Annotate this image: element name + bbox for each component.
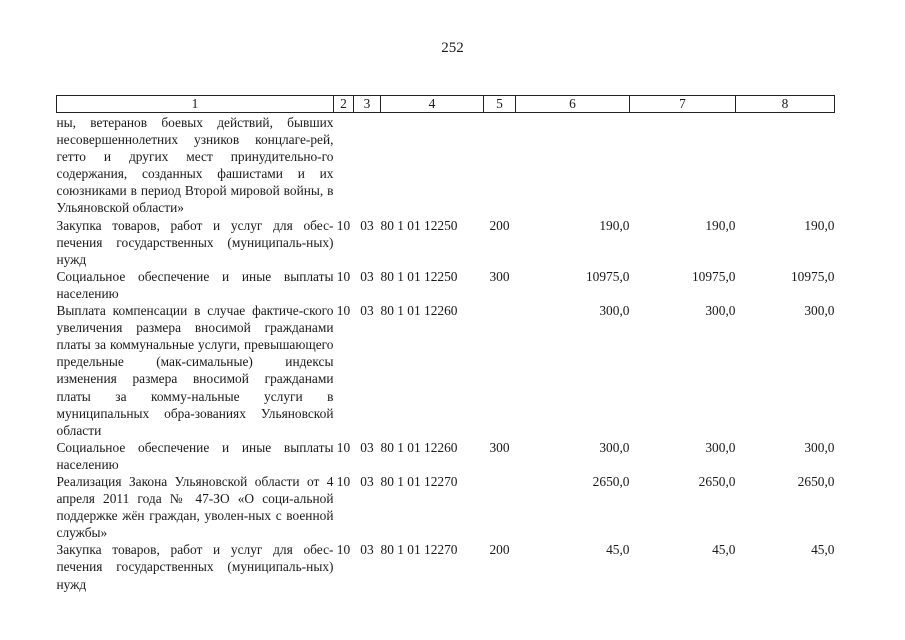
subsection-code: 03 (360, 542, 374, 558)
amount-year-1 (516, 113, 630, 217)
expense-type-code: 300 (489, 268, 510, 284)
amount-year-1: 190,0 (599, 217, 630, 233)
section-code: 10 (336, 268, 351, 284)
page-number: 252 (441, 40, 464, 56)
amount-year-3: 190,0 (804, 217, 835, 233)
expense-type-code (484, 302, 516, 439)
target-article-code (381, 113, 484, 217)
amount-year-2: 300,0 (705, 303, 736, 319)
item-name: Закупка товаров, работ и услуг для обес-печения государственных (муниципаль-ных) нужд (56, 217, 334, 267)
subsection-code: 03 (360, 439, 374, 455)
target-article-code: 80 1 01 12260 (380, 439, 458, 455)
table-row (57, 113, 835, 217)
column-header-3: 3 (354, 96, 381, 113)
amount-year-2: 45,0 (712, 542, 736, 558)
amount-year-2: 2650,0 (698, 473, 736, 489)
amount-year-3: 45,0 (811, 542, 835, 558)
expense-type-code (484, 473, 516, 541)
amount-year-2: 300,0 (705, 439, 736, 455)
target-article-code: 80 1 01 12270 (380, 542, 458, 558)
section-code: 10 (336, 439, 351, 455)
amount-year-3: 300,0 (804, 439, 835, 455)
table-row (57, 473, 835, 541)
table-row (57, 541, 835, 592)
column-header-2: 2 (334, 96, 354, 113)
amount-year-3: 300,0 (804, 303, 835, 319)
target-article-code: 80 1 01 12270 (380, 473, 458, 489)
column-header-6: 6 (516, 96, 630, 113)
amount-year-1: 2650,0 (592, 473, 630, 489)
subsection-code: 03 (360, 303, 374, 319)
expense-type-code: 200 (489, 217, 510, 233)
expense-type-code: 300 (489, 439, 510, 455)
column-header-5: 5 (484, 96, 516, 113)
amount-year-3: 10975,0 (790, 268, 835, 284)
item-name: Социальное обеспечение и иные выплаты населению (56, 268, 334, 301)
section-code: 10 (336, 473, 351, 489)
amount-year-2: 190,0 (705, 217, 736, 233)
subsection-code: 03 (360, 217, 374, 233)
budget-table (56, 95, 835, 593)
amount-year-3 (736, 113, 835, 217)
column-header-1: 1 (57, 96, 334, 113)
table-row (57, 268, 835, 302)
subsection-code: 03 (360, 268, 374, 284)
item-name: ны, ветеранов боевых действий, бывших несовершеннолетних узников концлаге-рей, гетто и других мест принудительно-го содержания, созданных фашистами и их союзниками в период Второй мировой войны, в Ульяновской области» (56, 115, 334, 216)
amount-year-3: 2650,0 (797, 473, 835, 489)
expense-type-code (484, 113, 516, 217)
column-number-row (57, 96, 835, 113)
amount-year-2 (630, 113, 736, 217)
section-code (334, 113, 354, 217)
section-code: 10 (336, 303, 351, 319)
subsection-code (354, 113, 381, 217)
target-article-code: 80 1 01 12260 (380, 303, 458, 319)
column-header-8: 8 (736, 96, 835, 113)
column-header-7: 7 (630, 96, 736, 113)
item-name: Закупка товаров, работ и услуг для обес-печения государственных (муниципаль-ных) нужд (56, 542, 334, 592)
amount-year-1: 300,0 (599, 303, 630, 319)
table-row (57, 217, 835, 268)
amount-year-1: 45,0 (606, 542, 630, 558)
expense-type-code: 200 (489, 542, 510, 558)
amount-year-2: 10975,0 (691, 268, 736, 284)
table-row (57, 439, 835, 473)
section-code: 10 (336, 542, 351, 558)
item-name: Выплата компенсации в случае фактиче-ского увеличения размера вносимой гражданами платы за коммунальные услуги, превышающего предельные (мак-симальные) индексы изменения размера вносимой гражданами платы за комму-нальные услуги в муниципальных обра-зованиях Ульяновской области (56, 303, 334, 438)
section-code: 10 (336, 217, 351, 233)
item-name: Реализация Закона Ульяновской области от 4 апреля 2011 года № 47-ЗО «О соци-альной поддержке жён граждан, уволен-ных с военной службы» (56, 473, 334, 541)
column-header-4: 4 (381, 96, 484, 113)
table-row (57, 302, 835, 439)
amount-year-1: 300,0 (599, 439, 630, 455)
amount-year-1: 10975,0 (585, 268, 630, 284)
item-name: Социальное обеспечение и иные выплаты населению (56, 439, 334, 472)
target-article-code: 80 1 01 12250 (380, 268, 458, 284)
target-article-code: 80 1 01 12250 (380, 217, 458, 233)
subsection-code: 03 (360, 473, 374, 489)
